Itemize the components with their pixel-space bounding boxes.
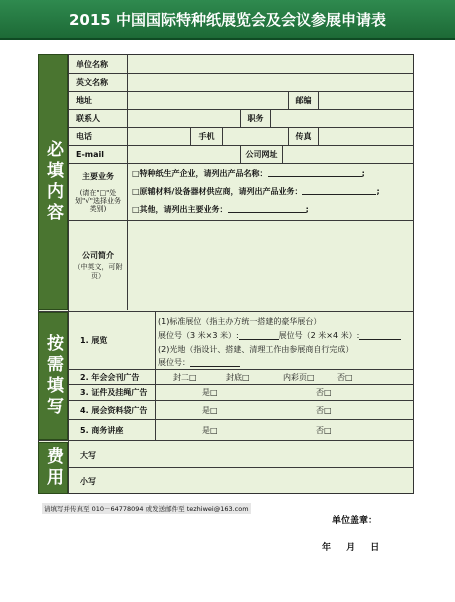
business-option-supplier[interactable]: □原辅材料/设备器材供应商，请列出产品业务： ;	[132, 186, 380, 196]
section-required-label: 必填内容	[38, 54, 68, 310]
company-intro-note: （中英文，可附页）	[73, 263, 123, 280]
date-label: 年 月 日	[322, 543, 380, 553]
option-blank[interactable]	[268, 169, 362, 177]
address-field[interactable]	[128, 92, 287, 109]
mobile-field[interactable]	[223, 128, 287, 145]
label-fee-lower: 小写	[80, 476, 96, 486]
data-bag-ad-no[interactable]: 否□	[316, 405, 332, 415]
email-field[interactable]	[128, 146, 239, 163]
label-address: 地址	[76, 96, 92, 105]
option-blank[interactable]	[228, 205, 306, 213]
raw-space-blank[interactable]	[190, 359, 240, 367]
grid-line	[68, 419, 414, 420]
phone-field[interactable]	[128, 128, 189, 145]
grid-line	[68, 54, 69, 494]
grid-line	[155, 311, 156, 440]
option-blank[interactable]	[302, 187, 376, 195]
main-business-note: (请在"□"处划"√"选择业务类别)	[75, 189, 121, 213]
form-title: 2015 中国国际特种纸展览会及会议参展申请表	[0, 0, 455, 40]
raw-space-booth-row: 展位号：	[158, 357, 240, 368]
data-bag-ad-yes[interactable]: 是□	[202, 405, 218, 415]
booth-option-raw-space[interactable]: (2)光地（指设计、搭建、清理工作由参展商自行完成）	[158, 345, 354, 354]
company-seal-label: 单位盖章：	[332, 516, 378, 526]
grid-line	[68, 369, 414, 370]
label-fee-upper: 大写	[80, 450, 96, 460]
unit-name-field[interactable]	[128, 55, 413, 72]
label-exhibition: 1. 展览	[80, 335, 108, 345]
booth-2x4-blank[interactable]	[359, 332, 401, 340]
fee-lower-field[interactable]	[128, 468, 413, 493]
position-field[interactable]	[271, 110, 413, 127]
website-field[interactable]	[283, 146, 413, 163]
booth-option-standard[interactable]: (1)标准展位（指主办方统一搭建的豪华展台）	[158, 317, 322, 326]
business-talk-no[interactable]: 否□	[316, 425, 332, 435]
label-english-name: 英文名称	[76, 78, 108, 87]
label-data-bag-ad: 4. 展会资料袋广告	[80, 405, 148, 415]
booth-size-row: 展位号（3 米×3 米）: 展位号（2 米×4 米）:	[158, 330, 401, 341]
label-phone: 电话	[76, 132, 92, 141]
business-option-producer[interactable]: □特种纸生产企业，请列出产品名称： ;	[132, 168, 365, 178]
label-mobile: 手机	[198, 132, 215, 141]
label-badge-ad: 3. 证件及挂绳广告	[80, 387, 148, 397]
label-contact: 联系人	[76, 114, 100, 123]
label-website: 公司网址	[245, 150, 278, 159]
grid-line	[68, 163, 414, 164]
ad-option-inside-cover[interactable]: 封二□	[173, 372, 197, 382]
label-journal-ad: 2. 年会会刊广告	[80, 372, 140, 382]
label-company-intro: 公司简介	[82, 250, 114, 260]
label-email: E-mail	[76, 150, 105, 159]
fee-upper-field[interactable]	[128, 441, 413, 466]
section-fee-label: 费用	[38, 442, 68, 494]
booth-3x3-blank[interactable]	[239, 332, 279, 340]
ad-option-back-cover[interactable]: 封底□	[226, 372, 250, 382]
label-main-business: 主要业务	[82, 171, 114, 181]
label-fax: 传真	[295, 132, 312, 141]
postcode-field[interactable]	[319, 92, 413, 109]
fax-field[interactable]	[319, 128, 413, 145]
label-business-talk: 5. 商务讲座	[80, 425, 124, 435]
label-position: 职务	[247, 114, 264, 123]
label-unit-name: 单位名称	[76, 60, 108, 69]
ad-option-no[interactable]: 否□	[337, 372, 353, 382]
ad-option-color-page[interactable]: 内彩页□	[283, 372, 315, 382]
contact-field[interactable]	[128, 110, 239, 127]
english-name-field[interactable]	[128, 74, 413, 91]
grid-line	[68, 384, 414, 385]
grid-line	[68, 400, 414, 401]
label-postcode: 邮编	[295, 96, 312, 105]
badge-ad-no[interactable]: 否□	[316, 387, 332, 397]
badge-ad-yes[interactable]: 是□	[202, 387, 218, 397]
company-intro-field[interactable]	[128, 221, 413, 310]
business-talk-yes[interactable]: 是□	[202, 425, 218, 435]
section-on-demand-label: 按需填写	[38, 312, 68, 440]
submission-note: 请填写并传真至 010－64778094 或发送邮件至 tezhiwei@163.com	[44, 505, 249, 513]
business-option-other[interactable]: □其他，请列出主要业务： ;	[132, 204, 309, 214]
grid-line	[38, 311, 414, 312]
